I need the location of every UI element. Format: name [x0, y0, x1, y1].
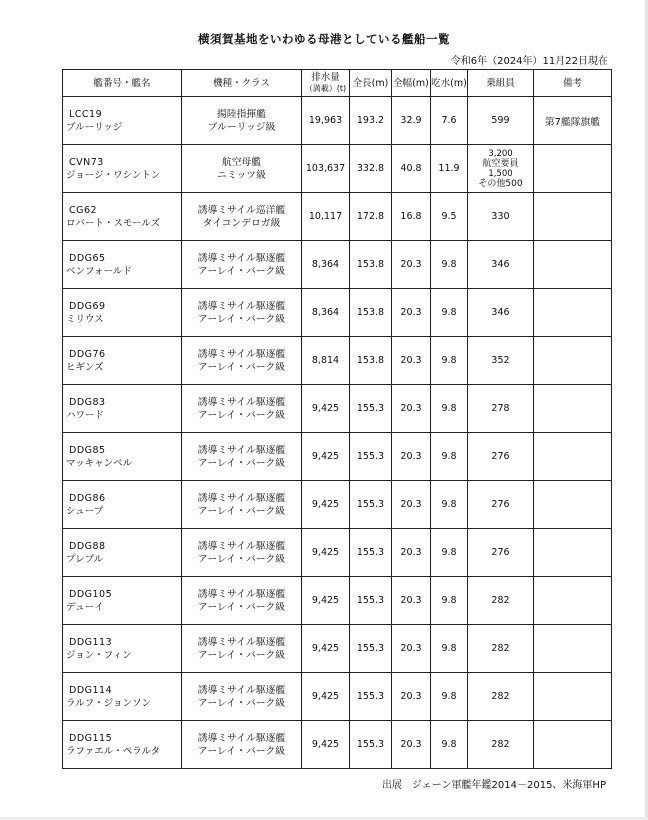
displacement-cell: 9,425 [302, 673, 350, 721]
ship-name-cell [63, 97, 182, 145]
ship-name-cell [63, 577, 182, 625]
draft-cell: 11.9 [431, 145, 468, 193]
beam-cell: 20.3 [392, 385, 431, 433]
displacement-cell: 8,364 [302, 241, 350, 289]
table-row [63, 433, 612, 481]
ship-name: シュープ [66, 505, 104, 517]
ship-type: 誘導ミサイル駆逐艦 [197, 588, 286, 600]
ship-name: ジョン・フィン [66, 649, 132, 661]
header-length: 全長(m) [350, 70, 392, 97]
remarks-cell: 第7艦隊旗艦 [534, 97, 612, 145]
hull-number: DDG86 [69, 492, 106, 504]
remarks-cell [534, 529, 612, 577]
ship-name-cell [63, 529, 182, 577]
ship-type: 誘導ミサイル駆逐艦 [197, 636, 286, 648]
length-cell: 153.8 [350, 241, 392, 289]
ship-name-cell [63, 673, 182, 721]
crew-cell: 276 [468, 481, 534, 529]
displacement-cell: 8,814 [302, 337, 350, 385]
displacement-cell: 10,117 [302, 193, 350, 241]
beam-cell: 20.3 [392, 337, 431, 385]
length-cell: 153.8 [350, 337, 392, 385]
draft-cell: 9.8 [431, 577, 468, 625]
header-remarks: 備考 [534, 70, 612, 97]
crew-line: その他500 [478, 178, 523, 189]
remarks-cell [534, 721, 612, 769]
ship-type-cell [182, 625, 302, 673]
hull-number: CVN73 [69, 156, 104, 168]
beam-cell: 20.3 [392, 241, 431, 289]
table-row [63, 625, 612, 673]
ship-type: 誘導ミサイル駆逐艦 [197, 732, 286, 744]
ship-type-cell [182, 721, 302, 769]
ship-name: ハワード [66, 409, 105, 421]
crew-line: 航空要員 [482, 158, 519, 169]
length-cell: 155.3 [350, 721, 392, 769]
draft-cell: 9.8 [431, 673, 468, 721]
remarks-cell [534, 481, 612, 529]
hull-number: DDG76 [69, 348, 106, 360]
ship-type: 誘導ミサイル駆逐艦 [197, 396, 286, 408]
crew-cell: 282 [468, 721, 534, 769]
crew-cell: 352 [468, 337, 534, 385]
ship-name: ラルフ・ジョンソン [66, 697, 152, 709]
length-cell: 155.3 [350, 481, 392, 529]
beam-cell: 16.8 [392, 193, 431, 241]
crew-cell: 346 [468, 289, 534, 337]
length-cell: 193.2 [350, 97, 392, 145]
hull-number: CG62 [69, 204, 98, 216]
beam-cell: 20.3 [392, 529, 431, 577]
beam-cell: 32.9 [392, 97, 431, 145]
table-row [63, 193, 612, 241]
ship-type-cell [182, 385, 302, 433]
source-note: 出展 ジェーン軍艦年鑑2014－2015、米海軍HP [381, 780, 606, 791]
crew-cell [468, 145, 534, 193]
ship-name-cell [63, 289, 182, 337]
crew-line: 1,500 [488, 168, 513, 179]
length-cell: 155.3 [350, 529, 392, 577]
ship-type-cell [182, 433, 302, 481]
ship-class: ブルーリッジ級 [207, 121, 276, 133]
ship-name-cell [63, 193, 182, 241]
hull-number: DDG65 [69, 252, 106, 264]
hull-number: DDG69 [69, 300, 106, 312]
ship-class: アーレイ・バーク級 [197, 457, 286, 469]
ship-name: ベンフォールド [66, 265, 132, 277]
crew-cell: 278 [468, 385, 534, 433]
ship-class: アーレイ・バーク級 [197, 745, 286, 757]
ship-type-cell [182, 193, 302, 241]
table-row [63, 241, 612, 289]
ship-type: 誘導ミサイル駆逐艦 [197, 300, 286, 312]
beam-cell: 20.3 [392, 481, 431, 529]
draft-cell: 9.8 [431, 433, 468, 481]
ship-type-cell [182, 529, 302, 577]
crew-cell: 330 [468, 193, 534, 241]
header-displacement-line1: 排水量 [311, 72, 340, 83]
page-title: 横須賀基地をいわゆる母港としている艦船一覧 [198, 32, 450, 46]
ship-name-cell [63, 625, 182, 673]
beam-cell: 20.3 [392, 433, 431, 481]
header-displacement [302, 70, 350, 97]
table-row [63, 337, 612, 385]
header-row [63, 70, 612, 97]
hull-number: DDG114 [69, 684, 113, 696]
beam-cell: 20.3 [392, 673, 431, 721]
draft-cell: 9.8 [431, 721, 468, 769]
remarks-cell [534, 385, 612, 433]
ship-class: アーレイ・バーク級 [197, 505, 286, 517]
ship-type: 誘導ミサイル駆逐艦 [197, 348, 286, 360]
ship-name-cell [63, 145, 182, 193]
ship-class: アーレイ・バーク級 [197, 649, 286, 661]
remarks-cell [534, 673, 612, 721]
hull-number: DDG105 [69, 588, 113, 600]
displacement-cell: 9,425 [302, 625, 350, 673]
ship-name-cell [63, 721, 182, 769]
draft-cell: 9.5 [431, 193, 468, 241]
ship-class: タイコンデロガ級 [202, 217, 281, 229]
displacement-cell: 103,637 [302, 145, 350, 193]
ship-type: 誘導ミサイル駆逐艦 [197, 540, 286, 552]
table-row [63, 145, 612, 193]
beam-cell: 40.8 [392, 145, 431, 193]
ship-class: ニミッツ級 [217, 169, 266, 181]
remarks-cell [534, 241, 612, 289]
remarks-cell [534, 337, 612, 385]
beam-cell: 20.3 [392, 289, 431, 337]
ship-type-cell [182, 241, 302, 289]
as-of-date: 令和6年（2024年）11月22日現在 [450, 56, 608, 67]
displacement-cell: 19,963 [302, 97, 350, 145]
table-row [63, 481, 612, 529]
crew-cell: 599 [468, 97, 534, 145]
length-cell: 332.8 [350, 145, 392, 193]
ship-type-cell [182, 289, 302, 337]
ship-name: ヒギンズ [66, 361, 104, 373]
ship-type: 誘導ミサイル巡洋艦 [197, 204, 286, 216]
ship-type: 誘導ミサイル駆逐艦 [197, 444, 286, 456]
length-cell: 155.3 [350, 673, 392, 721]
header-crew: 乗組員 [468, 70, 534, 97]
hull-number: DDG85 [69, 444, 106, 456]
beam-cell: 20.3 [392, 625, 431, 673]
table-row [63, 577, 612, 625]
beam-cell: 20.3 [392, 577, 431, 625]
displacement-cell: 9,425 [302, 529, 350, 577]
ship-name-cell [63, 337, 182, 385]
table-row [63, 673, 612, 721]
displacement-cell: 9,425 [302, 721, 350, 769]
remarks-cell [534, 433, 612, 481]
remarks-cell [534, 577, 612, 625]
draft-cell: 9.8 [431, 337, 468, 385]
header-displacement-line2: （満載）(t) [304, 84, 347, 93]
ship-name-cell [63, 385, 182, 433]
hull-number: DDG88 [69, 540, 106, 552]
ship-name: プレブル [66, 553, 104, 565]
ship-type: 航空母艦 [221, 156, 262, 168]
draft-cell: 7.6 [431, 97, 468, 145]
ship-table [62, 69, 612, 769]
length-cell: 155.3 [350, 625, 392, 673]
header-beam: 全幅(m) [392, 70, 431, 97]
ship-name: ラファエル・ペラルタ [66, 745, 161, 757]
crew-cell: 276 [468, 529, 534, 577]
header-name: 艦番号・艦名 [63, 70, 182, 97]
table-row [63, 385, 612, 433]
length-cell: 155.3 [350, 577, 392, 625]
displacement-cell: 8,364 [302, 289, 350, 337]
beam-cell: 20.3 [392, 721, 431, 769]
ship-class: アーレイ・バーク級 [197, 409, 286, 421]
displacement-cell: 9,425 [302, 481, 350, 529]
ship-type-cell [182, 337, 302, 385]
remarks-cell [534, 625, 612, 673]
table-row [63, 289, 612, 337]
ship-class: アーレイ・バーク級 [197, 361, 286, 373]
remarks-cell [534, 193, 612, 241]
table-row [63, 97, 612, 145]
length-cell: 153.8 [350, 289, 392, 337]
ship-type: 誘導ミサイル駆逐艦 [197, 252, 286, 264]
header-draft: 吃水(m) [431, 70, 468, 97]
ship-name: デューイ [66, 601, 104, 613]
hull-number: DDG113 [69, 636, 113, 648]
ship-type-cell [182, 481, 302, 529]
remarks-cell [534, 145, 612, 193]
ship-type-cell [182, 145, 302, 193]
crew-cell: 346 [468, 241, 534, 289]
crew-cell: 282 [468, 625, 534, 673]
ship-type: 揚陸指揮艦 [217, 108, 266, 120]
crew-cell: 282 [468, 577, 534, 625]
draft-cell: 9.8 [431, 289, 468, 337]
hull-number: DDG115 [69, 732, 113, 744]
crew-cell: 282 [468, 673, 534, 721]
length-cell: 155.3 [350, 385, 392, 433]
table-row [63, 721, 612, 769]
length-cell: 172.8 [350, 193, 392, 241]
ship-type: 誘導ミサイル駆逐艦 [197, 684, 286, 696]
displacement-cell: 9,425 [302, 433, 350, 481]
displacement-cell: 9,425 [302, 577, 350, 625]
ship-class: アーレイ・バーク級 [197, 553, 286, 565]
ship-name: ミリウス [66, 313, 104, 325]
draft-cell: 9.8 [431, 529, 468, 577]
displacement-cell: 9,425 [302, 385, 350, 433]
remarks-cell [534, 289, 612, 337]
ship-type-cell [182, 577, 302, 625]
ship-class: アーレイ・バーク級 [197, 601, 286, 613]
table-row [63, 529, 612, 577]
ship-name: ロバート・スモールズ [66, 217, 161, 229]
ship-name-cell [63, 241, 182, 289]
ship-name: マッキャンベル [66, 457, 133, 469]
ship-class: アーレイ・バーク級 [197, 697, 286, 709]
ship-class: アーレイ・バーク級 [197, 313, 286, 325]
draft-cell: 9.8 [431, 481, 468, 529]
ship-name-cell [63, 481, 182, 529]
hull-number: DDG83 [69, 396, 106, 408]
crew-cell: 276 [468, 433, 534, 481]
ship-type: 誘導ミサイル駆逐艦 [197, 492, 286, 504]
draft-cell: 9.8 [431, 241, 468, 289]
crew-line: 3,200 [488, 148, 513, 159]
draft-cell: 9.8 [431, 385, 468, 433]
ship-name: ジョージ・ワシントン [66, 169, 161, 181]
ship-type-cell [182, 97, 302, 145]
ship-name: ブルーリッジ [66, 121, 123, 133]
ship-class: アーレイ・バーク級 [197, 265, 286, 277]
header-type: 機種・クラス [182, 70, 302, 97]
draft-cell: 9.8 [431, 625, 468, 673]
length-cell: 155.3 [350, 433, 392, 481]
ship-type-cell [182, 673, 302, 721]
hull-number: LCC19 [69, 108, 103, 120]
ship-name-cell [63, 433, 182, 481]
